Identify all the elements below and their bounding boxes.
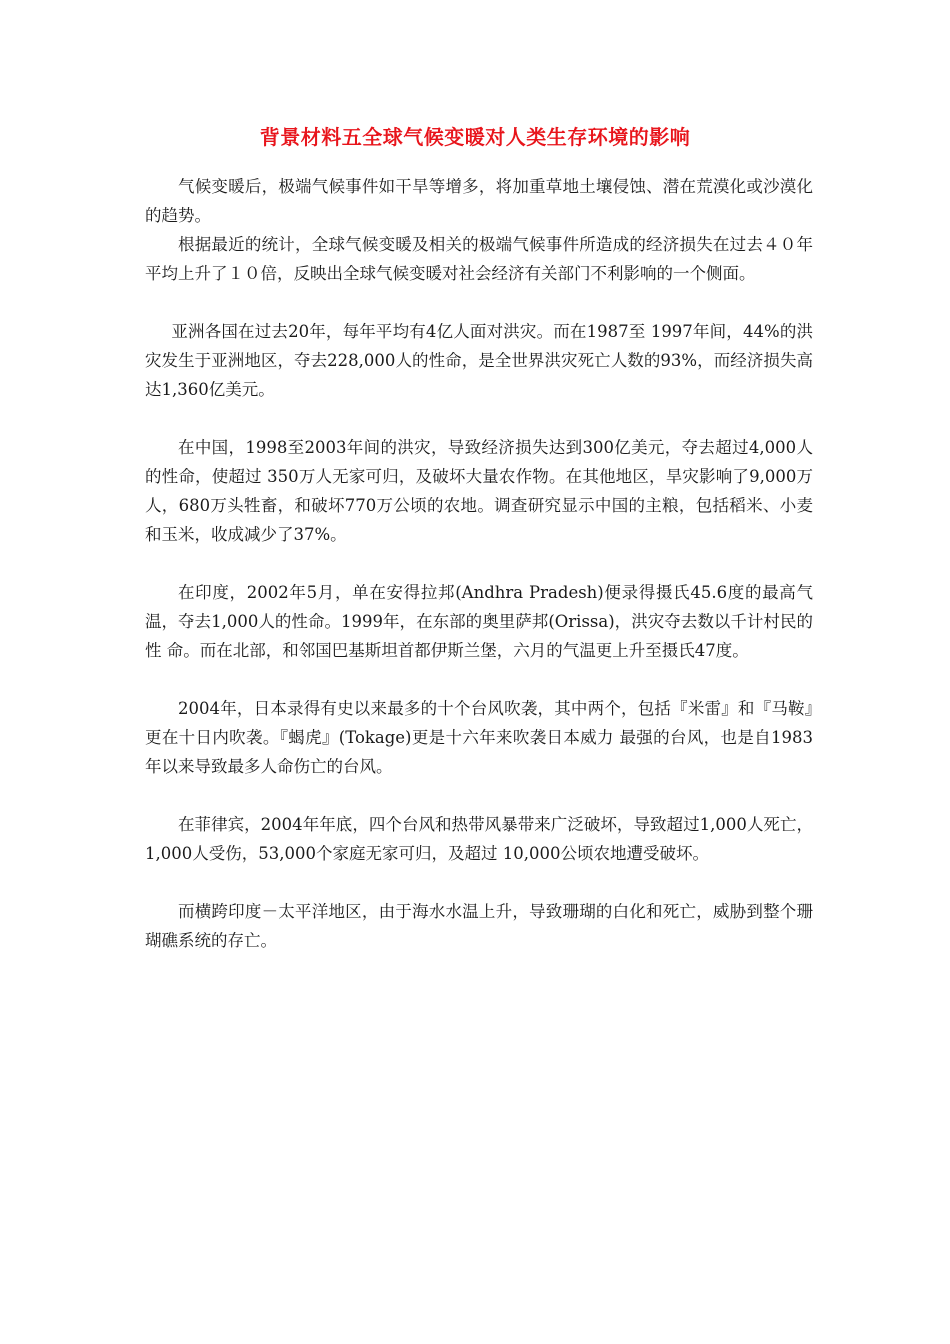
paragraph-india: 在印度，2002年5月，单在安得拉邦(Andhra Pradesh)便录得摄氏45.6度的最高气温，夺去1,000人的性命。1999年，在东部的奥里萨邦(Orissa)，洪灾夺去数以千计村民的性 命。而在北部，和邻国巴基斯坦首都伊斯兰堡，六月的气温更上升至摄氏47度。 [145,583,813,660]
paragraph-china: 在中国，1998至2003年间的洪灾，导致经济损失达到300亿美元，夺去超过4,000人的性命，使超过 350万人无家可归，及破坏大量农作物。在其他地区，旱灾影响了9,000万人，680万头牲畜，和破坏770万公顷的农地。调查研究显示中国的主粮，包括稻米、小麦和玉米，收成减少了37%。 [145,438,813,544]
paragraph-coral-reefs: 而横跨印度－太平洋地区，由于海水水温上升，导致珊瑚的白化和死亡，威胁到整个珊瑚礁系统的存亡。 [145,902,813,950]
document-title: 背景材料五全球气候变暖对人类生存环境的影响 [259,125,691,149]
paragraph-economic-loss: 根据最近的统计，全球气候变暖及相关的极端气候事件所造成的经济损失在过去４０年平均上升了１０倍，反映出全球气候变暖对社会经济有关部门不利影响的一个侧面。 [145,235,813,283]
document-body [145,172,813,955]
paragraph-japan: 2004年，日本录得有史以来最多的十个台风吹袭，其中两个，包括『米雷』和『马鞍』更在十日内吹袭。『蝎虎』(Tokage)更是十六年来吹袭日本威力 最强的台风，也是自1983年以来导致最多人命伤亡的台风。 [145,699,813,776]
paragraph-asia-floods: 亚洲各国在过去20年，每年平均有4亿人面对洪灾。而在1987至 1997年间，44%的洪灾发生于亚洲地区，夺去228,000人的性命，是全世界洪灾死亡人数的93%，而经济损失高达1,360亿美元。 [145,322,813,399]
paragraph-desertification: 气候变暖后，极端气候事件如干旱等增多，将加重草地土壤侵蚀、潜在荒漠化或沙漠化的趋势。 [145,177,813,225]
paragraph-philippines: 在菲律宾，2004年年底，四个台风和热带风暴带来广泛破坏，导致超过1,000人死亡，1,000人受伤，53,000个家庭无家可归，及超过 10,000公顷农地遭受破坏。 [145,815,813,863]
